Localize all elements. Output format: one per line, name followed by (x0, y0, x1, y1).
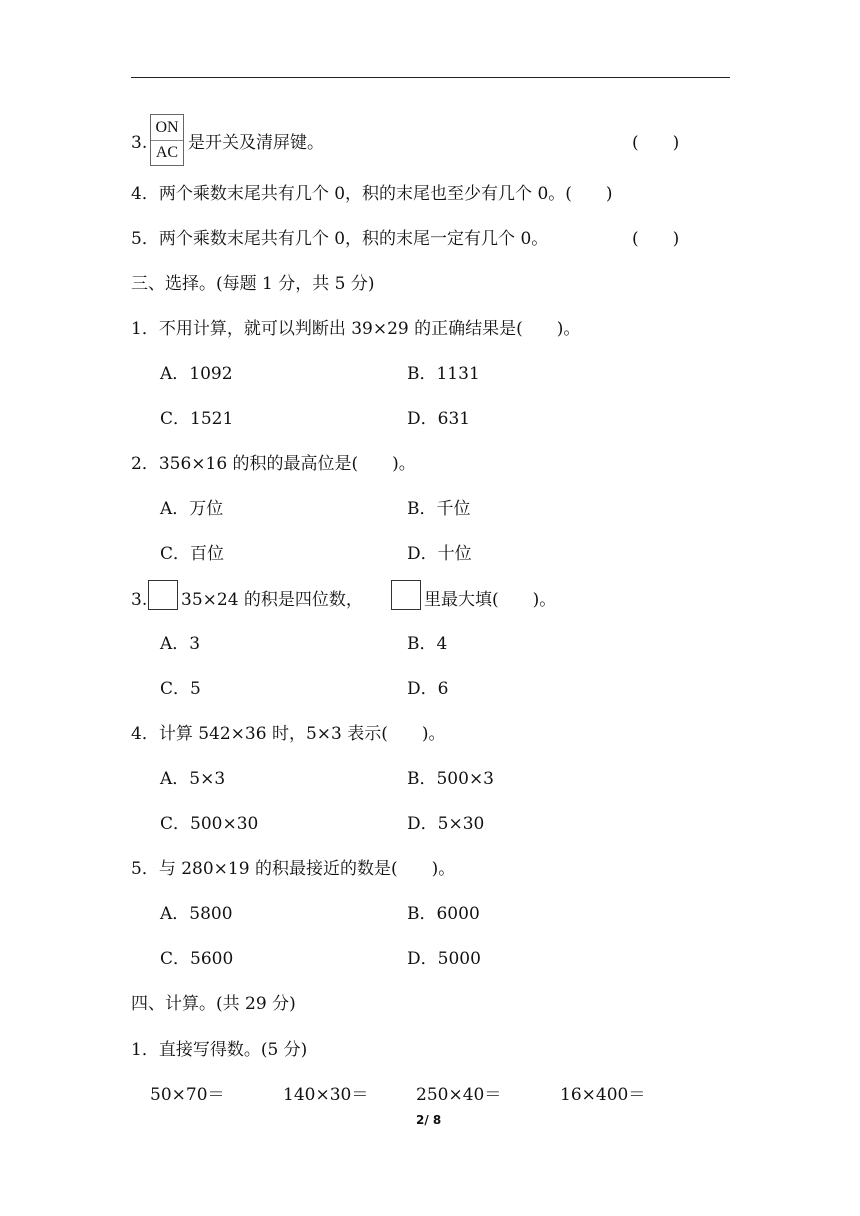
section4-heading: 四、计算。(共 29 分) (131, 994, 296, 1014)
mc-q4-option-b: B．500×3 (407, 769, 495, 789)
mc-q5-option-c: C．5600 (160, 949, 234, 969)
mc-q3-text-mid: 35×24 的积是四位数， (181, 590, 363, 610)
mc-q3-text-end: 里最大填( )。 (424, 590, 557, 610)
judge-q5-text: 5．两个乘数末尾共有几个 0，积的末尾一定有几个 0。 (131, 229, 549, 249)
header-rule (131, 77, 730, 78)
mc-q2-option-d: D．十位 (407, 544, 472, 564)
judge-q4-text: 4．两个乘数末尾共有几个 0，积的末尾也至少有几个 0。( ) (131, 184, 613, 204)
mc-q1-option-c: C．1521 (160, 409, 234, 429)
mc-q5-option-d: D．5000 (407, 949, 481, 969)
mc-q2-text: 2．356×16 的积的最高位是( )。 (131, 454, 416, 474)
on-ac-key-icon (150, 114, 184, 166)
mc-q4-option-a: A．5×3 (160, 769, 226, 789)
key-divider (151, 140, 183, 141)
calc-item: 250×40＝ (416, 1085, 502, 1105)
mc-q3-option-a: A．3 (160, 634, 201, 654)
mc-q5-option-a: A．5800 (160, 904, 233, 924)
calc-item: 140×30＝ (283, 1085, 369, 1105)
mc-q1-text: 1．不用计算，就可以判断出 39×29 的正确结果是( )。 (131, 319, 581, 339)
mc-q2-option-b: B．千位 (407, 499, 471, 519)
mc-q2-option-c: C．百位 (160, 544, 225, 564)
mc-q2-option-a: A．万位 (160, 499, 224, 519)
mc-q1-option-a: A．1092 (160, 364, 233, 384)
key-top-label: ON (155, 119, 179, 136)
blank-box-icon (391, 580, 421, 610)
judge-q3-number: 3. (131, 133, 148, 153)
blank-box-icon (148, 580, 178, 610)
section3-heading: 三、选择。(每题 1 分，共 5 分) (131, 274, 375, 294)
mc-q3-number: 3. (131, 590, 148, 610)
judge-q3-answer-paren: ( ) (632, 133, 680, 153)
key-bottom-label: AC (155, 144, 179, 161)
mc-q4-option-c: C．500×30 (160, 814, 259, 834)
mc-q4-option-d: D．5×30 (407, 814, 485, 834)
mc-q5-text: 5．与 280×19 的积最接近的数是( )。 (131, 859, 456, 879)
calc-item: 50×70＝ (150, 1085, 225, 1105)
mc-q3-option-b: B．4 (407, 634, 448, 654)
judge-q3-text: 是开关及清屏键。 (188, 133, 324, 153)
calc-item: 16×400＝ (560, 1085, 646, 1105)
mc-q1-option-d: D．631 (407, 409, 471, 429)
judge-q5-answer-paren: ( ) (632, 229, 680, 249)
page-number: 2/ 8 (416, 1113, 442, 1127)
calc-q1-text: 1．直接写得数。(5 分) (131, 1040, 308, 1060)
mc-q3-option-d: D．6 (407, 679, 449, 699)
mc-q4-text: 4．计算 542×36 时，5×3 表示( )。 (131, 724, 446, 744)
mc-q5-option-b: B．6000 (407, 904, 480, 924)
mc-q3-option-c: C．5 (160, 679, 201, 699)
mc-q1-option-b: B．1131 (407, 364, 480, 384)
